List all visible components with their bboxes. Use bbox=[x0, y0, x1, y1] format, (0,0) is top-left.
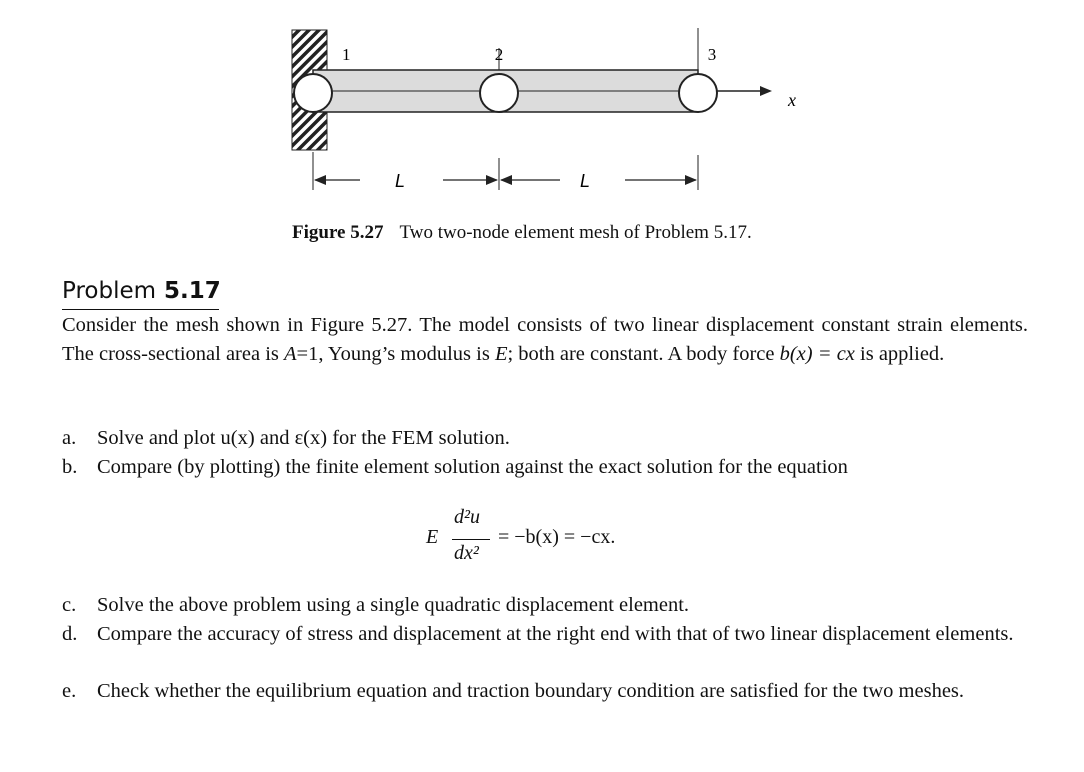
node-3-label: 3 bbox=[707, 45, 717, 64]
node-2-label: 2 bbox=[494, 45, 504, 64]
dim-label-L-2: L bbox=[579, 171, 591, 191]
heading-underline bbox=[62, 309, 219, 310]
list-item-text: Compare the accuracy of stress and displacement at the right end with that of two linear displacement elements. bbox=[97, 623, 1014, 645]
problem-heading bbox=[62, 278, 221, 304]
governing-equation bbox=[426, 506, 686, 576]
list-item-label: d. bbox=[62, 623, 78, 645]
node-2 bbox=[480, 74, 518, 112]
figure-caption-text: Two two-node element mesh of Problem 5.17. bbox=[399, 222, 752, 243]
list-item-text: Solve and plot u(x) and ε(x) for the FEM solution. bbox=[97, 427, 510, 449]
dim-label-L-1: L bbox=[394, 171, 406, 191]
list-item-label: a. bbox=[62, 427, 77, 449]
figure-caption bbox=[292, 222, 752, 244]
list-item-label: e. bbox=[62, 680, 77, 702]
problem-prefix: Problem bbox=[62, 278, 157, 304]
area-variable: A bbox=[284, 342, 297, 365]
x-axis-arrowhead bbox=[760, 86, 772, 96]
list-item-label: c. bbox=[62, 594, 77, 616]
dim-1-right-arrowhead bbox=[486, 175, 498, 185]
equation-fraction-bar bbox=[452, 539, 490, 540]
statement-part-1: Consider the mesh shown in Figure 5.27. The model consists of two linear displacement constant strain elements. The cross-sectional area is bbox=[62, 314, 1028, 365]
equation-denominator: dx² bbox=[454, 542, 479, 564]
list-item-b bbox=[62, 453, 1028, 482]
list-item-text: Check whether the equilibrium equation and traction boundary condition are satisfied for the two meshes. bbox=[97, 680, 965, 702]
dim-2-right-arrowhead bbox=[685, 175, 697, 185]
dim-1-left-arrowhead bbox=[314, 175, 326, 185]
list-item-text: Solve the above problem using a single quadratic displacement element. bbox=[97, 594, 690, 616]
node-3 bbox=[679, 74, 717, 112]
list-item-d bbox=[62, 620, 1028, 649]
dim-2-left-arrowhead bbox=[500, 175, 512, 185]
equation-rhs: = −b(x) = −cx. bbox=[498, 526, 616, 548]
problem-statement bbox=[62, 311, 1028, 368]
area-value: =1, Young’s modulus is bbox=[296, 342, 495, 365]
list-item-c bbox=[62, 591, 1028, 620]
mesh-figure bbox=[0, 0, 1084, 260]
list-item-label: b. bbox=[62, 456, 78, 478]
x-axis-label: x bbox=[788, 90, 796, 110]
node-1 bbox=[294, 74, 332, 112]
list-item-text: Compare (by plotting) the finite element solution against the exact solution for the equation bbox=[97, 456, 848, 478]
modulus-variable: E bbox=[494, 342, 508, 365]
statement-part-3: is applied. bbox=[854, 342, 945, 365]
body-force-expression: b(x) = cx bbox=[779, 342, 855, 365]
node-1-label: 1 bbox=[342, 45, 351, 64]
statement-part-2: ; both are constant. A body force bbox=[507, 342, 780, 365]
figure-caption-label: Figure 5.27 bbox=[292, 222, 384, 243]
list-item-a bbox=[62, 424, 1028, 453]
problem-number: 5.17 bbox=[164, 278, 221, 304]
list-item-e bbox=[62, 677, 1028, 706]
equation-E: E bbox=[426, 526, 439, 548]
equation-numerator: d²u bbox=[454, 506, 480, 528]
